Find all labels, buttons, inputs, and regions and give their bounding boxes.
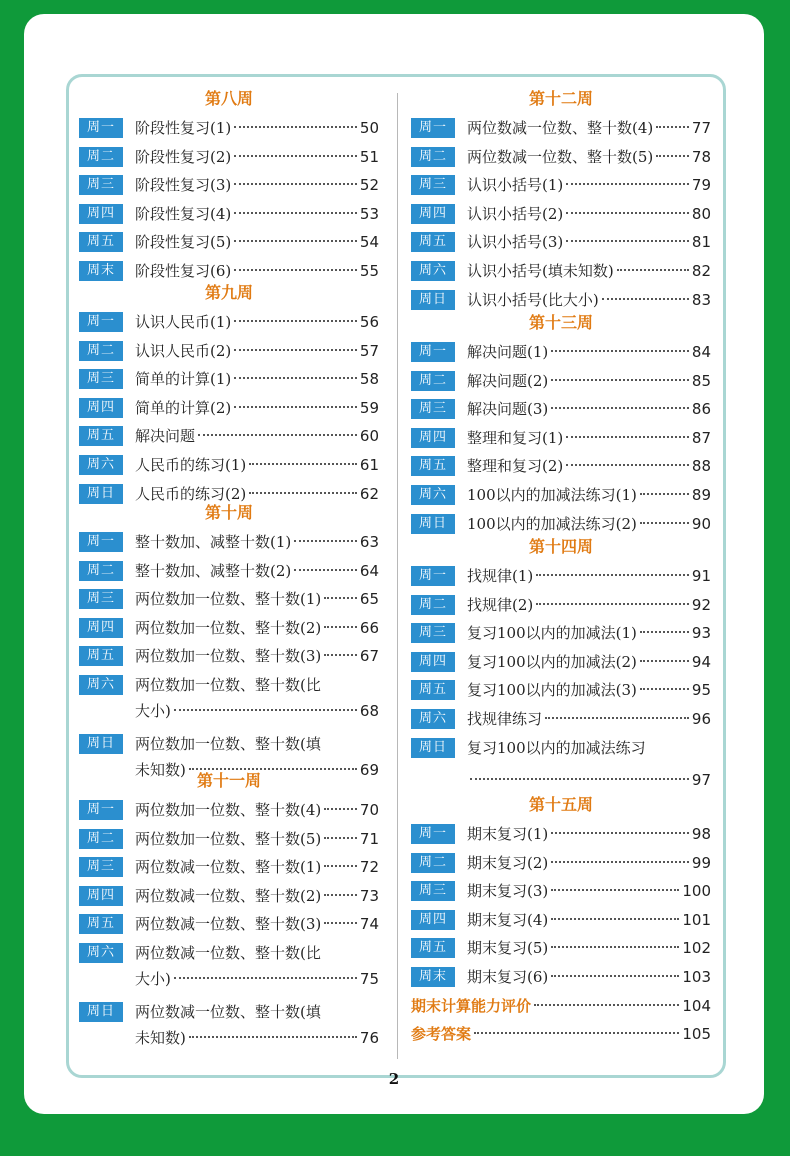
- entry-title: 两位数加一位数、整十数(1): [135, 590, 322, 609]
- day-badge: 周六: [79, 455, 123, 475]
- page-ref: 88: [691, 457, 711, 476]
- leader-dots: [294, 540, 357, 542]
- day-badge: 周三: [79, 175, 123, 195]
- entry-line: [467, 174, 711, 196]
- page-ref: 78: [691, 147, 711, 166]
- entry-title: 认识小括号(2): [467, 204, 564, 223]
- page-ref: 80: [691, 204, 711, 223]
- leader-dots: [189, 768, 357, 770]
- day-badge: 周一: [79, 532, 123, 552]
- entry-line: [135, 560, 379, 582]
- entry-title: 解决问题(2): [467, 371, 549, 390]
- entry-line: [467, 708, 711, 730]
- day-badge: 周一: [411, 566, 455, 586]
- page-number: 2: [388, 1070, 400, 1088]
- page-ref: 102: [682, 939, 711, 958]
- entry-line: [135, 1001, 379, 1023]
- entry-title: 两位数减一位数、整十数(4): [467, 119, 654, 137]
- entry-title: 人民币的练习(1): [135, 456, 247, 474]
- leader-dots: [249, 492, 357, 494]
- leader-dots: [536, 603, 689, 605]
- page-ref: 65: [359, 590, 379, 609]
- entry-line: [135, 674, 379, 696]
- entry-line: [467, 484, 711, 506]
- entry-line: [135, 174, 379, 196]
- leader-dots: [566, 464, 689, 466]
- page-ref: 63: [359, 533, 379, 551]
- day-badge: 周五: [411, 456, 455, 476]
- entry-title: 认识人民币(2): [135, 341, 232, 360]
- leader-dots: [324, 865, 357, 867]
- day-badge: 周二: [79, 829, 123, 849]
- day-badge: 周二: [79, 341, 123, 361]
- entry-title: 找规律练习: [467, 710, 543, 728]
- day-badge: 周日: [411, 738, 455, 758]
- leader-dots: [198, 434, 357, 436]
- entry-title: 两位数减一位数、整十数(5): [467, 147, 654, 166]
- entry-line: [467, 370, 711, 392]
- entry-title: 整十数加、减整十数(2): [135, 561, 292, 580]
- entry-title: 复习100以内的加减法(1): [467, 624, 637, 643]
- page-ref: 67: [359, 647, 379, 666]
- leader-dots: [234, 126, 357, 128]
- entry-title: 整理和复习(2): [467, 457, 564, 476]
- leader-dots: [551, 407, 689, 409]
- leader-dots: [534, 1004, 679, 1006]
- entry-line: [467, 455, 711, 477]
- page-ref: 92: [691, 595, 711, 614]
- page-ref: 103: [682, 968, 711, 986]
- entry-title: 两位数减一位数、整十数(比: [135, 944, 321, 962]
- leader-dots: [324, 808, 357, 810]
- page-ref: 101: [682, 910, 711, 929]
- page: [24, 14, 764, 1114]
- leader-dots: [602, 298, 689, 300]
- day-badge: 周四: [79, 204, 123, 224]
- entry-line: [135, 311, 379, 333]
- day-badge: 周二: [411, 595, 455, 615]
- page-ref: 105: [682, 1025, 711, 1044]
- week-title: 第十二周: [528, 89, 593, 108]
- entry-line: [135, 260, 379, 282]
- leader-dots: [640, 522, 689, 524]
- page-ref: 57: [359, 341, 379, 360]
- entry-line: [135, 146, 379, 168]
- leader-dots: [640, 660, 689, 662]
- day-badge: 周三: [411, 175, 455, 195]
- leader-dots: [617, 269, 689, 271]
- week-title: 第十周: [204, 503, 253, 522]
- entry-title: 两位数加一位数、整十数(4): [135, 801, 322, 819]
- entry-title: 未知数): [135, 1028, 186, 1047]
- page-ref: 73: [359, 886, 379, 905]
- page-ref: 61: [359, 456, 379, 474]
- leader-dots: [234, 212, 357, 214]
- week-title: 第十三周: [528, 313, 593, 332]
- page-ref: 93: [691, 624, 711, 643]
- page-ref: 72: [359, 858, 379, 877]
- day-badge: 周四: [411, 428, 455, 448]
- leader-dots: [174, 709, 357, 711]
- entry-title: 两位数减一位数、整十数(填: [135, 1002, 321, 1021]
- page-ref: 68: [359, 702, 379, 720]
- entry-title: 阶段性复习(1): [135, 119, 232, 137]
- leader-dots: [324, 837, 357, 839]
- entry-title: 阶段性复习(2): [135, 147, 232, 166]
- entry-title: 大小): [135, 702, 171, 720]
- entry-title: 简单的计算(2): [135, 398, 232, 417]
- entry-line: [135, 588, 379, 610]
- entry-line: [467, 117, 711, 139]
- page-ref: 90: [691, 514, 711, 533]
- week-title: 第十五周: [528, 795, 593, 814]
- page-ref: 54: [359, 233, 379, 252]
- page-ref: 51: [359, 147, 379, 166]
- leader-dots: [551, 889, 679, 891]
- entry-title: 大小): [135, 970, 171, 988]
- day-badge: 周五: [411, 232, 455, 252]
- day-badge: 周末: [79, 261, 123, 281]
- entry-line: [467, 594, 711, 616]
- entry-title: 两位数减一位数、整十数(1): [135, 858, 322, 877]
- entry-line: [467, 427, 711, 449]
- page-ref: 84: [691, 343, 711, 361]
- week-title: 第十四周: [528, 537, 593, 556]
- entry-line: [467, 880, 711, 902]
- entry-title: 找规律(2): [467, 595, 534, 614]
- page-ref: 53: [359, 204, 379, 223]
- entry-title: 整十数加、减整十数(1): [135, 533, 292, 551]
- day-badge: 周五: [79, 646, 123, 666]
- entry-title: 找规律(1): [467, 567, 534, 585]
- page-ref: 64: [359, 561, 379, 580]
- day-badge: 周二: [79, 147, 123, 167]
- entry-line: [467, 823, 711, 845]
- day-badge: 周四: [411, 652, 455, 672]
- leader-dots: [234, 349, 357, 351]
- entry-line: [135, 425, 379, 447]
- day-badge: 周一: [411, 824, 455, 844]
- leader-dots: [234, 406, 357, 408]
- entry-line: [135, 231, 379, 253]
- entry-title: 期末复习(4): [467, 910, 549, 929]
- day-badge: 周二: [79, 561, 123, 581]
- leader-dots: [551, 975, 679, 977]
- entry-title: 简单的计算(1): [135, 370, 232, 389]
- page-ref: 82: [691, 262, 711, 280]
- entry-title: 两位数减一位数、整十数(2): [135, 886, 322, 905]
- entry-line: [467, 289, 711, 311]
- entry-title: 认识小括号(填未知数): [467, 262, 614, 280]
- page-ref: 75: [359, 970, 379, 988]
- entry-line: [467, 651, 711, 673]
- day-badge: 周末: [411, 967, 455, 987]
- leader-dots: [566, 183, 689, 185]
- leader-dots: [551, 350, 689, 352]
- entry-line: [467, 966, 711, 988]
- day-badge: 周一: [79, 800, 123, 820]
- day-badge: 周一: [411, 342, 455, 362]
- day-badge: 周四: [79, 398, 123, 418]
- day-badge: 周五: [411, 938, 455, 958]
- leader-dots: [324, 654, 357, 656]
- leader-dots: [536, 574, 689, 576]
- day-badge: 周二: [411, 371, 455, 391]
- leader-dots: [551, 861, 689, 863]
- entry-title: 阶段性复习(6): [135, 262, 232, 280]
- page-ref: 50: [359, 119, 379, 137]
- leader-dots: [551, 946, 679, 948]
- page-ref: 94: [691, 652, 711, 671]
- entry-line: [467, 852, 711, 874]
- day-badge: 周六: [79, 675, 123, 695]
- entry-line: [135, 885, 379, 907]
- leader-dots: [640, 688, 689, 690]
- day-badge: 周日: [79, 484, 123, 504]
- leader-dots: [234, 269, 357, 271]
- entry-line: [467, 679, 711, 701]
- entry-line: [135, 531, 379, 553]
- day-badge: 周三: [79, 369, 123, 389]
- page-ref: 100: [682, 882, 711, 901]
- day-badge: 周日: [411, 514, 455, 534]
- day-badge: 周一: [79, 312, 123, 332]
- entry-title: 解决问题: [135, 427, 196, 446]
- leader-dots: [234, 320, 357, 322]
- entry-line: [135, 942, 379, 964]
- entry-line: [467, 398, 711, 420]
- leader-dots: [551, 832, 689, 834]
- entry-line: [135, 828, 379, 850]
- page-ref: 79: [691, 176, 711, 195]
- page-ref: 96: [691, 710, 711, 728]
- page-ref: 99: [691, 853, 711, 872]
- day-badge: 周日: [79, 1002, 123, 1022]
- page-ref: 95: [691, 681, 711, 700]
- day-badge: 周三: [411, 399, 455, 419]
- entry-line: [467, 937, 711, 959]
- entry-title: 期末复习(6): [467, 968, 549, 986]
- entry-title: 阶段性复习(5): [135, 233, 232, 252]
- entry-line: [135, 1027, 379, 1049]
- entry-line: [467, 737, 711, 759]
- day-badge: 周一: [79, 118, 123, 138]
- entry-line: [467, 513, 711, 535]
- page-ref: 86: [691, 400, 711, 419]
- column-divider: [397, 93, 398, 1059]
- page-ref: 59: [359, 398, 379, 417]
- leader-dots: [234, 183, 357, 185]
- leader-dots: [551, 379, 689, 381]
- page-ref: 60: [359, 427, 379, 446]
- entry-line: [467, 769, 711, 791]
- day-badge: 周四: [411, 910, 455, 930]
- entry-title: 期末复习(1): [467, 825, 549, 843]
- day-badge: 周五: [79, 426, 123, 446]
- entry-line: [135, 700, 379, 722]
- leader-dots: [656, 126, 689, 128]
- page-ref: 91: [691, 567, 711, 585]
- entry-title: 认识小括号(3): [467, 233, 564, 252]
- toc-entry-special[interactable]: [411, 995, 711, 1017]
- day-badge: 周日: [411, 290, 455, 310]
- day-badge: 周四: [411, 204, 455, 224]
- entry-line: [135, 856, 379, 878]
- entry-line: [135, 340, 379, 362]
- week-title: 第十一周: [196, 771, 261, 790]
- leader-dots: [566, 240, 689, 242]
- entry-title: 复习100以内的加减法练习: [467, 738, 646, 757]
- entry-title: 参考答案: [411, 1025, 472, 1044]
- page-ref: 76: [359, 1028, 379, 1047]
- leader-dots: [324, 626, 357, 628]
- page-ref: 66: [359, 618, 379, 637]
- page-ref: 52: [359, 176, 379, 195]
- leader-dots: [174, 977, 357, 979]
- entry-title: 两位数加一位数、整十数(填: [135, 734, 321, 753]
- entry-title: 认识人民币(1): [135, 313, 232, 331]
- entry-line: [467, 622, 711, 644]
- page-ref: 81: [691, 233, 711, 252]
- day-badge: 周三: [411, 623, 455, 643]
- entry-line: [467, 231, 711, 253]
- entry-title: 期末复习(3): [467, 882, 549, 901]
- page-ref: 56: [359, 313, 379, 331]
- leader-dots: [249, 463, 357, 465]
- entry-title: 两位数加一位数、整十数(2): [135, 618, 322, 637]
- leader-dots: [294, 569, 357, 571]
- entry-title: 期末计算能力评价: [411, 996, 532, 1015]
- entry-line: [135, 397, 379, 419]
- page-ref: 69: [359, 760, 379, 779]
- day-badge: 周五: [79, 232, 123, 252]
- page-ref: 87: [691, 428, 711, 447]
- entry-title: 未知数): [135, 760, 186, 779]
- entry-title: 两位数减一位数、整十数(3): [135, 915, 322, 934]
- entry-title: 100以内的加减法练习(1): [467, 486, 637, 504]
- page-ref: 98: [691, 825, 711, 843]
- entry-line: [135, 483, 379, 505]
- day-badge: 周六: [411, 709, 455, 729]
- day-badge: 周日: [79, 734, 123, 754]
- day-badge: 周六: [411, 261, 455, 281]
- page-ref: 85: [691, 371, 711, 390]
- entry-title: 人民币的练习(2): [135, 484, 247, 503]
- entry-line: [467, 565, 711, 587]
- leader-dots: [324, 597, 357, 599]
- page-ref: 62: [359, 484, 379, 503]
- entry-line: [467, 146, 711, 168]
- day-badge: 周二: [411, 147, 455, 167]
- day-badge: 周二: [411, 853, 455, 873]
- entry-line: [135, 968, 379, 990]
- leader-dots: [324, 922, 357, 924]
- page-ref: 71: [359, 829, 379, 848]
- leader-dots: [234, 155, 357, 157]
- entry-title: 认识小括号(比大小): [467, 290, 599, 309]
- leader-dots: [189, 1036, 357, 1038]
- day-badge: 周三: [79, 857, 123, 877]
- entry-line: [135, 645, 379, 667]
- toc-frame: [66, 74, 726, 1078]
- page-ref: 70: [359, 801, 379, 819]
- leader-dots: [234, 377, 357, 379]
- toc-entry-special[interactable]: [411, 1023, 711, 1045]
- leader-dots: [324, 894, 357, 896]
- entry-title: 认识小括号(1): [467, 176, 564, 195]
- entry-title: 两位数加一位数、整十数(3): [135, 647, 322, 666]
- entry-title: 阶段性复习(3): [135, 176, 232, 195]
- page-ref: 58: [359, 370, 379, 389]
- day-badge: 周六: [79, 943, 123, 963]
- entry-line: [467, 341, 711, 363]
- day-badge: 周四: [79, 886, 123, 906]
- day-badge: 周一: [411, 118, 455, 138]
- page-ref: 83: [691, 290, 711, 309]
- leader-dots: [566, 436, 689, 438]
- leader-dots: [474, 1032, 679, 1034]
- entry-title: 解决问题(1): [467, 343, 549, 361]
- day-badge: 周四: [79, 618, 123, 638]
- entry-title: 期末复习(5): [467, 939, 549, 958]
- page-ref: 97: [691, 770, 711, 789]
- page-ref: 77: [691, 119, 711, 137]
- entry-title: 期末复习(2): [467, 853, 549, 872]
- week-title: 第九周: [204, 283, 253, 302]
- entry-line: [135, 117, 379, 139]
- leader-dots: [551, 918, 679, 920]
- entry-title: 阶段性复习(4): [135, 204, 232, 223]
- day-badge: 周三: [411, 881, 455, 901]
- page-ref: 55: [359, 262, 379, 280]
- leader-dots: [640, 631, 689, 633]
- leader-dots: [470, 778, 689, 780]
- entry-title: 解决问题(3): [467, 400, 549, 419]
- entry-line: [135, 733, 379, 755]
- entry-line: [467, 260, 711, 282]
- entry-line: [135, 799, 379, 821]
- day-badge: 周五: [411, 680, 455, 700]
- entry-line: [135, 617, 379, 639]
- page-ref: 104: [682, 996, 711, 1015]
- week-title: 第八周: [204, 89, 253, 108]
- day-badge: 周六: [411, 485, 455, 505]
- entry-line: [467, 203, 711, 225]
- entry-line: [135, 913, 379, 935]
- entry-title: 复习100以内的加减法(3): [467, 681, 637, 700]
- leader-dots: [566, 212, 689, 214]
- day-badge: 周五: [79, 914, 123, 934]
- leader-dots: [656, 155, 689, 157]
- leader-dots: [640, 493, 689, 495]
- entry-title: 100以内的加减法练习(2): [467, 514, 637, 533]
- entry-line: [135, 203, 379, 225]
- page-ref: 74: [359, 915, 379, 934]
- leader-dots: [234, 240, 357, 242]
- leader-dots: [545, 717, 689, 719]
- page-ref: 89: [691, 486, 711, 504]
- entry-title: 复习100以内的加减法(2): [467, 652, 637, 671]
- entry-line: [467, 909, 711, 931]
- day-badge: 周三: [79, 589, 123, 609]
- entry-title: 两位数加一位数、整十数(5): [135, 829, 322, 848]
- entry-title: 两位数加一位数、整十数(比: [135, 676, 321, 694]
- entry-line: [135, 368, 379, 390]
- entry-line: [135, 454, 379, 476]
- entry-title: 整理和复习(1): [467, 428, 564, 447]
